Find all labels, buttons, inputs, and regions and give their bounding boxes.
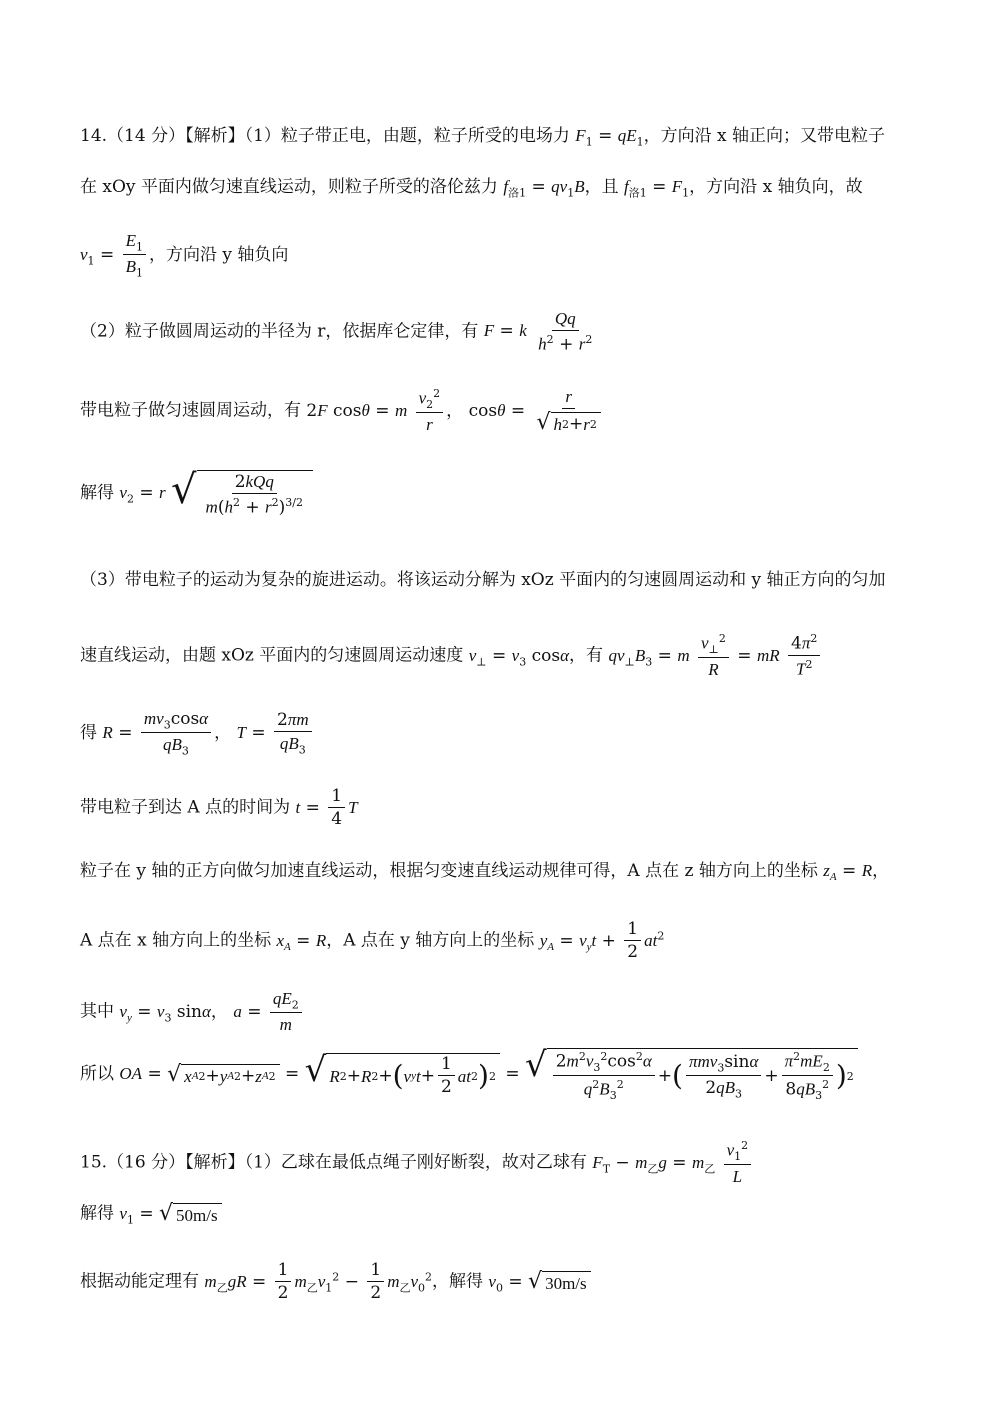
q14-line-2: [80, 178, 863, 198]
q14-line-4: [80, 310, 598, 354]
q14-line-8: [80, 633, 823, 679]
q14-line-3: [80, 232, 288, 279]
q15-line-2: [80, 1203, 222, 1225]
q14-line2-a: 在 xOy 平面内做匀速直线运动，则粒子所受的洛伦兹力: [80, 177, 498, 197]
formula-v2: $v_2 = r$ √ $\frac{\text{2kQq}}{m(h^2 + r^2)^{3/2}}$: [119, 483, 313, 503]
formula-coulomb: F = k $\frac{Qq}{h^2 + r^2}$: [483, 309, 593, 355]
formula-energy: $m_乙gR$ = $\frac{1}{2}$ $m_乙v_1^2$ − $\frac{1}{2}$ $m_乙v_0^2$: [204, 1260, 433, 1303]
q14-part2: （2）粒子做圆周运动的半径为 r，依据库仑定律，有: [80, 321, 479, 342]
formula-v1-result: $v_1$ = √ 50m/s: [119, 1204, 221, 1224]
q14-line-6: [80, 467, 313, 518]
q14-line-14: [80, 1045, 858, 1103]
formula-vy: $v_y = v_3$ sinα， a = $\frac{qE_2}{m}$: [119, 1002, 304, 1022]
formula-OA: OA = √ x A 2 + y A 2 + z A 2 = √ R 2 + R 2 + ( v y t + $\frac{1}{2}$ at 2 ) 2 = √ $\frac{2m^2v_3^2\cos^2\alpha}{q^2B_3^2}$ + ( $\frac{\pi mv_3\sin\alpha}{2qB_3}$ + $\frac{\pi^2mE_2}{8qB_3^2}$ ) 2: [119, 1064, 857, 1084]
q14-line-12: [80, 921, 664, 961]
formula-radius: R = $\frac{mv_3\cos\alpha}{qB_3}$ ， T = $\frac{2\pi m}{qB_3}$: [102, 723, 314, 743]
formula-xA: $x_A = R$: [276, 930, 327, 953]
formula-tension: $F_T - m_乙g = m_乙$ $\frac{v_1^2}{L}$: [592, 1153, 754, 1173]
q14-line-13: [80, 990, 305, 1034]
q14-part3: （3）带电粒子的运动为复杂的旋进运动。将该运动分解为 xOz 平面内的匀速圆周运动和 y 轴正方向的匀加: [80, 570, 886, 590]
formula-v1: $v_1$ = $\frac{E_1}{B_1}$: [80, 245, 149, 265]
q15-v0-value: 30m/s: [545, 1274, 587, 1293]
q14-line-9: [80, 710, 315, 757]
q14-line10-label: 带电粒子到达 A 点的时间为: [80, 797, 291, 818]
q14-line11-label: 粒子在 y 轴的正方向做匀加速直线运动，根据匀变速直线运动规律可得，A 点在 z 轴方向上的坐标: [80, 861, 818, 881]
formula-balance: $f_{洛1} = F_1$: [623, 177, 690, 200]
formula-magnetic: $qv_\perp B_3 = m$ $\frac{v_\perp^2}{R}$ = mR $\frac{4\pi^2}{T^2}$: [608, 646, 823, 666]
q15-line2-label: 解得: [80, 1203, 114, 1224]
q14-line-7: [80, 572, 886, 589]
q15-line-3: [80, 1262, 591, 1302]
q14-line-11: [80, 862, 889, 883]
q15-line3-mid: ，解得: [432, 1271, 484, 1292]
q14-line5-label: 带电粒子做匀速圆周运动，有: [80, 400, 301, 421]
formula-centripetal: 2F cosθ = m $\frac{v_2^2}{r}$ ， cosθ = r √ h 2 + r 2: [306, 401, 606, 421]
q14-line14-label: 所以: [80, 1064, 114, 1085]
formula-v0-result: $v_0$ = √ 30m/s: [488, 1272, 590, 1292]
q14-header: 14.（14 分）【解析】（1）粒子带正电，由题，粒子所受的电场力: [80, 126, 570, 146]
q14-line9-label: 得: [80, 722, 97, 743]
q15-line3-label: 根据动能定理有: [80, 1271, 199, 1292]
q15-header: 15.（16 分）【解析】（1）乙球在最低点绳子刚好断裂，故对乙球有: [80, 1152, 587, 1173]
formula-time: t = $\frac{1}{4}$ T: [295, 786, 358, 829]
q14-line-10: [80, 788, 358, 828]
q14-line8-b: ，有: [569, 645, 604, 666]
q14-line-1: [80, 127, 885, 147]
q15-line-1: [80, 1140, 754, 1186]
q14-line3-tail: ，方向沿 y 轴负向: [149, 244, 289, 265]
formula-f1: $F_1 = qE_1$: [575, 126, 644, 149]
q14-line-5: [80, 388, 607, 434]
formula-vperp: $v_\perp = v_3$ cosα: [468, 645, 570, 668]
q14-line2-b: ，且: [584, 177, 619, 197]
formula-zA: $z_A = R$，: [823, 861, 890, 884]
q14-line6-label: 解得: [80, 482, 114, 503]
q14-line12-b: ，A 点在 y 轴方向上的坐标: [326, 930, 535, 951]
q15-v1-value: 50m/s: [176, 1206, 218, 1225]
q14-line13-label: 其中: [80, 1001, 114, 1022]
formula-yA: $y_A = v_yt$ + $\frac{1}{2}$ $at^2$: [539, 919, 665, 962]
q14-line1-tail: ，方向沿 x 轴正向；又带电粒子: [643, 126, 886, 146]
q14-line2-c: ，方向沿 x 轴负向，故: [689, 177, 863, 197]
q14-line12-a: A 点在 x 轴方向上的坐标: [80, 930, 272, 951]
q14-line8-a: 速直线运动，由题 xOz 平面内的匀速圆周运动速度: [80, 645, 464, 666]
formula-lorentz: $f_{洛1} = qv_1B$: [503, 177, 585, 200]
